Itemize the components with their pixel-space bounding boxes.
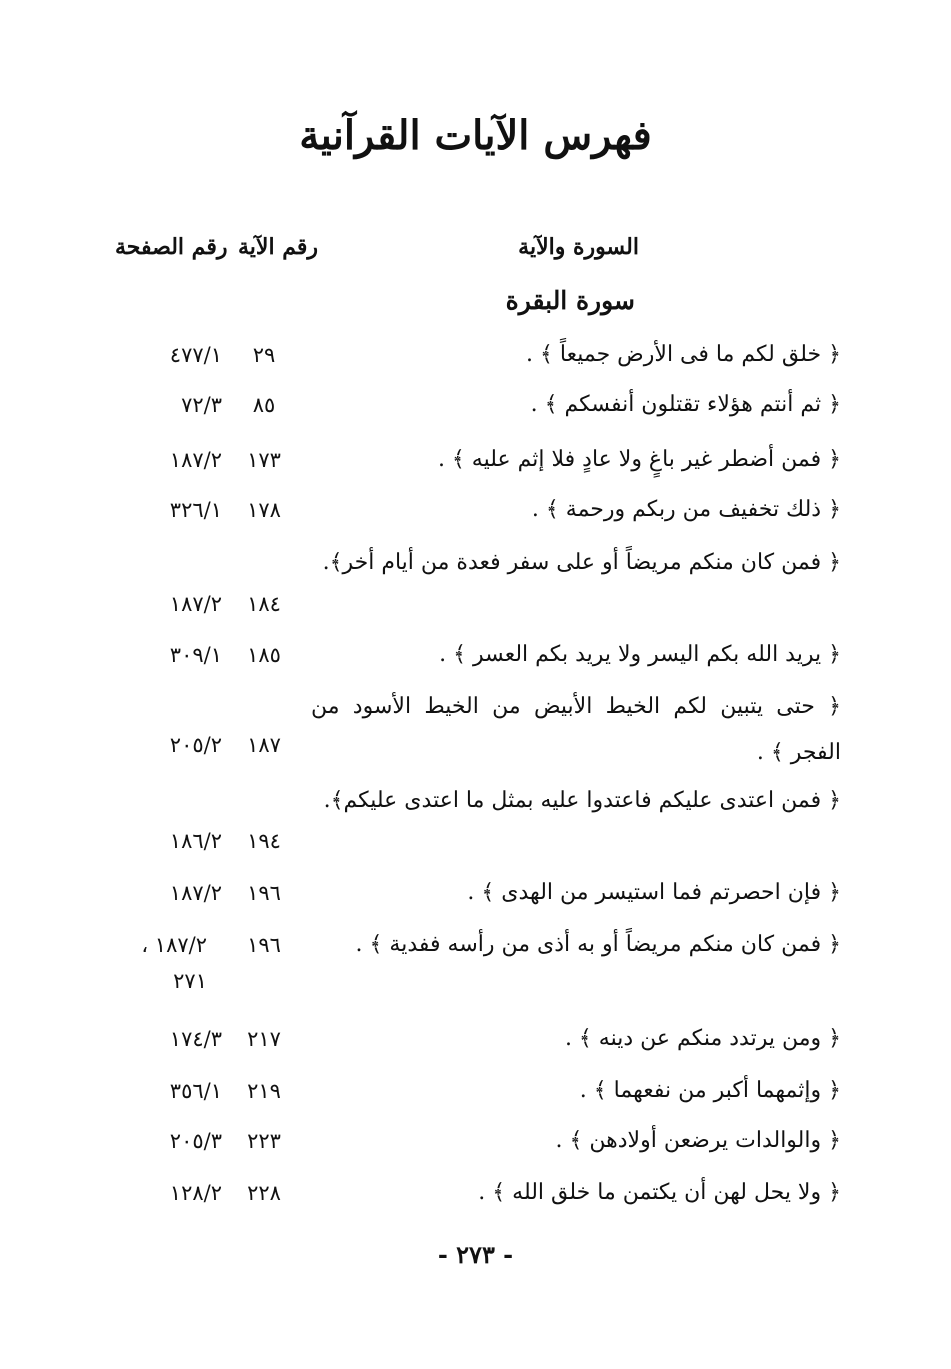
ayah-number: ١٨٥ bbox=[247, 643, 281, 667]
verse-text: ﴿ فمن كان منكم مريضاً أو به أذى من رأسه ففدية ﴾ . bbox=[355, 932, 841, 957]
verse-text: ﴿ فمن اعتدى عليكم فاعتدوا عليه بمثل ما اعتدى عليكم﴾. bbox=[323, 788, 841, 813]
ayah-number: ١٨٧ bbox=[247, 733, 281, 757]
page-reference: ١٨٧/٢ bbox=[169, 448, 222, 472]
verse-text: ﴿ والوالدات يرضعن أولادهن ﴾ . bbox=[555, 1128, 841, 1153]
page-reference: ٢٠٥/٣ bbox=[169, 1129, 222, 1153]
ayah-number: ٨٥ bbox=[252, 393, 276, 417]
ayah-number: ١٩٤ bbox=[247, 829, 281, 853]
column-header-page-number: رقم الصفحة bbox=[115, 234, 228, 260]
verse-text: ﴿ حتى يتبين لكم الخيط الأبيض من الخيط الأسود من الفجر ﴾ . bbox=[311, 694, 841, 765]
page-title: فهرس الآيات القرآنية bbox=[299, 112, 652, 159]
verse-text: ﴿ ولا يحل لهن أن يكتمن ما خلق الله ﴾ . bbox=[478, 1180, 841, 1205]
page-reference: ١٨٦/٢ bbox=[169, 829, 222, 853]
verse-text: ﴿ ومن يرتدد منكم عن دينه ﴾ . bbox=[564, 1026, 841, 1051]
verse-text: ﴿ وإثمهما أكبر من نفعهما ﴾ . bbox=[579, 1078, 841, 1103]
verse-text: ﴿ خلق لكم ما فى الأرض جميعاً ﴾ . bbox=[526, 342, 841, 367]
verse-text: ﴿ فمن أضطر غير باغٍ ولا عادٍ فلا إثم عليه ﴾ . bbox=[437, 447, 841, 472]
page-reference: ٢٠٥/٢ bbox=[169, 733, 222, 757]
page-reference: ٣٢٦/١ bbox=[169, 498, 222, 522]
page-number: - ٢٧٣ - bbox=[437, 1240, 514, 1269]
ayah-number: ٢٢٣ bbox=[247, 1129, 281, 1153]
verse-text: ﴿ فإن احصرتم فما استيسر من الهدى ﴾ . bbox=[467, 880, 841, 905]
ayah-number: ٢١٧ bbox=[247, 1027, 281, 1051]
verse-text: ﴿ ذلك تخفيف من ربكم ورحمة ﴾ . bbox=[531, 497, 841, 522]
page-reference: ١٨٧/٢ ، ٢٧١ bbox=[141, 933, 207, 993]
page-reference: ٧٢/٣ bbox=[181, 393, 222, 417]
page-reference: ١٨٧/٢ bbox=[169, 592, 222, 616]
page-reference: ٣٥٦/١ bbox=[169, 1079, 222, 1103]
column-header-ayah-number: رقم الآية bbox=[238, 234, 319, 260]
page-reference: ١٨٧/٢ bbox=[169, 881, 222, 905]
page-reference: ١٢٨/٢ bbox=[169, 1181, 222, 1205]
column-header-surah-verse: السورة والآية bbox=[518, 234, 639, 260]
ayah-number: ١٧٣ bbox=[247, 448, 281, 472]
ayah-number: ٢٢٨ bbox=[247, 1181, 281, 1205]
page-reference: ١٧٤/٣ bbox=[169, 1027, 222, 1051]
ayah-number: ٢٩ bbox=[252, 343, 276, 367]
surah-heading: سورة البقرة bbox=[505, 286, 635, 315]
ayah-number: ١٧٨ bbox=[247, 498, 281, 522]
ayah-number: ١٩٦ bbox=[247, 881, 281, 905]
ayah-number: ١٩٦ bbox=[247, 933, 281, 957]
verse-text: ﴿ فمن كان منكم مريضاً أو على سفر فعدة من أيام أخر﴾. bbox=[322, 550, 841, 575]
page-reference: ٤٧٧/١ bbox=[169, 343, 222, 367]
ayah-number: ٢١٩ bbox=[247, 1079, 281, 1103]
verse-text: ﴿ يريد الله بكم اليسر ولا يريد بكم العسر ﴾ . bbox=[439, 642, 841, 667]
page-reference: ٣٠٩/١ bbox=[169, 643, 222, 667]
ayah-number: ١٨٤ bbox=[247, 592, 281, 616]
verse-text: ﴿ ثم أنتم هؤلاء تقتلون أنفسكم ﴾ . bbox=[530, 392, 841, 417]
